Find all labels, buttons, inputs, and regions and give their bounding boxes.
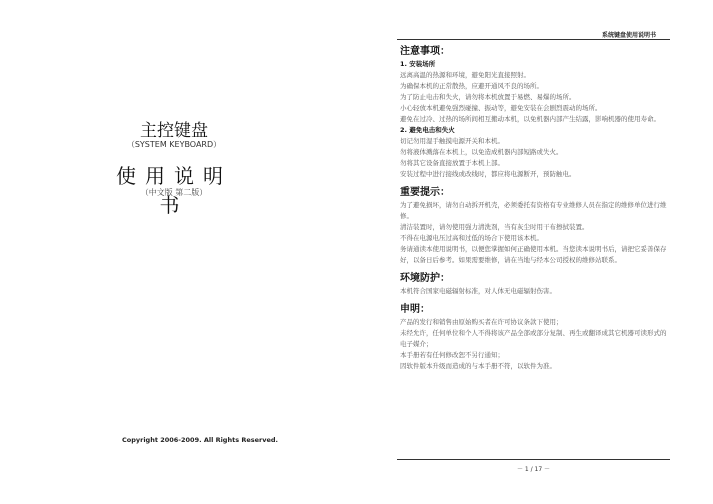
page-number: － 1 / 17 － — [516, 466, 551, 473]
cover-title: 主控键盘 — [140, 121, 208, 141]
shock-title: 2. 避免电击和失火 — [400, 126, 455, 134]
statement-line: 因软件版本升级而造成的与本手册不符，以软件为准。 — [400, 362, 556, 370]
statement-line: 未经允许，任何单位和个人不得将该产品全部或部分复制、再生或翻译成其它机器可读形式的电子媒介； — [400, 329, 667, 348]
shock-line: 勿将其它设备直接放置于本机上部。 — [400, 159, 504, 167]
shock-line: 安装过程中进行接线或改线时，都应将电源断开，预防触电。 — [400, 170, 576, 178]
right-page-content — [400, 45, 672, 372]
env-title: 环境防护： — [400, 273, 450, 284]
important-para: 清洁装置时，请勿使用强力清洗剂，当有灰尘时用干布擦拭装置。 — [400, 223, 589, 231]
header-title: 系统键盘使用说明书 — [602, 32, 657, 39]
cover-manual-title: 使用说明书 — [116, 164, 232, 217]
statement-line: 产品的发行和销售由原始购买者在许可协议条款下使用； — [400, 318, 563, 326]
statement-line: 本手册若有任何修改恕不另行通知； — [400, 351, 504, 359]
important-para: 为了避免损坏，请勿自动拆开机壳，必须委托有资格有专业维修人员在指定的维修单位进行维修。 — [400, 201, 667, 220]
install-line: 小心轻放本机避免强烈碰撞、振动等，避免安装在会剧烈震动的场所。 — [400, 104, 602, 112]
footer-rule — [397, 459, 670, 460]
shock-line: 勿将液体溅落在本机上，以免造成机器内部短路或失火。 — [400, 148, 563, 156]
install-line: 为确保本机的正常散热，应避开通风不良的场所。 — [400, 82, 543, 90]
statement-title: 申明： — [400, 304, 430, 315]
install-line: 远离高温的热源和环境，避免阳光直接照射。 — [400, 71, 530, 79]
important-para: 务请通读本使用说明书，以便您掌握如何正确使用本机。当您读本说明书后，请把它妥善保存好，以备日后参考。如果需要维修，请在当地与经本公司授权的维修站联系。 — [400, 245, 667, 264]
cover-version: （中文版 第二版） — [140, 188, 208, 197]
cover-subtitle: （SYSTEM KEYBOARD） — [126, 140, 222, 149]
copyright: Copyright 2006-2009. All Rights Reserved. — [122, 436, 278, 444]
env-text: 本机符合国家电磁辐射标准，对人体无电磁辐射伤害。 — [400, 287, 556, 295]
important-title: 重要提示： — [400, 187, 450, 198]
install-line: 避免在过冷、过热的场所间相互搬动本机，以免机器内部产生结露，影响机器的使用寿命。 — [400, 115, 660, 123]
install-line: 为了防止电击和失火，请勿将本机放置于易燃、易爆的场所。 — [400, 93, 576, 101]
header-rule — [397, 39, 670, 40]
install-title: 1. 安装场所 — [400, 60, 436, 68]
shock-line: 切记勿用湿手触摸电源开关和本机。 — [400, 137, 504, 145]
notes-title: 注意事项： — [400, 46, 450, 57]
important-para: 不得在电源电压过高和过低的场合下使用该本机。 — [400, 234, 543, 242]
